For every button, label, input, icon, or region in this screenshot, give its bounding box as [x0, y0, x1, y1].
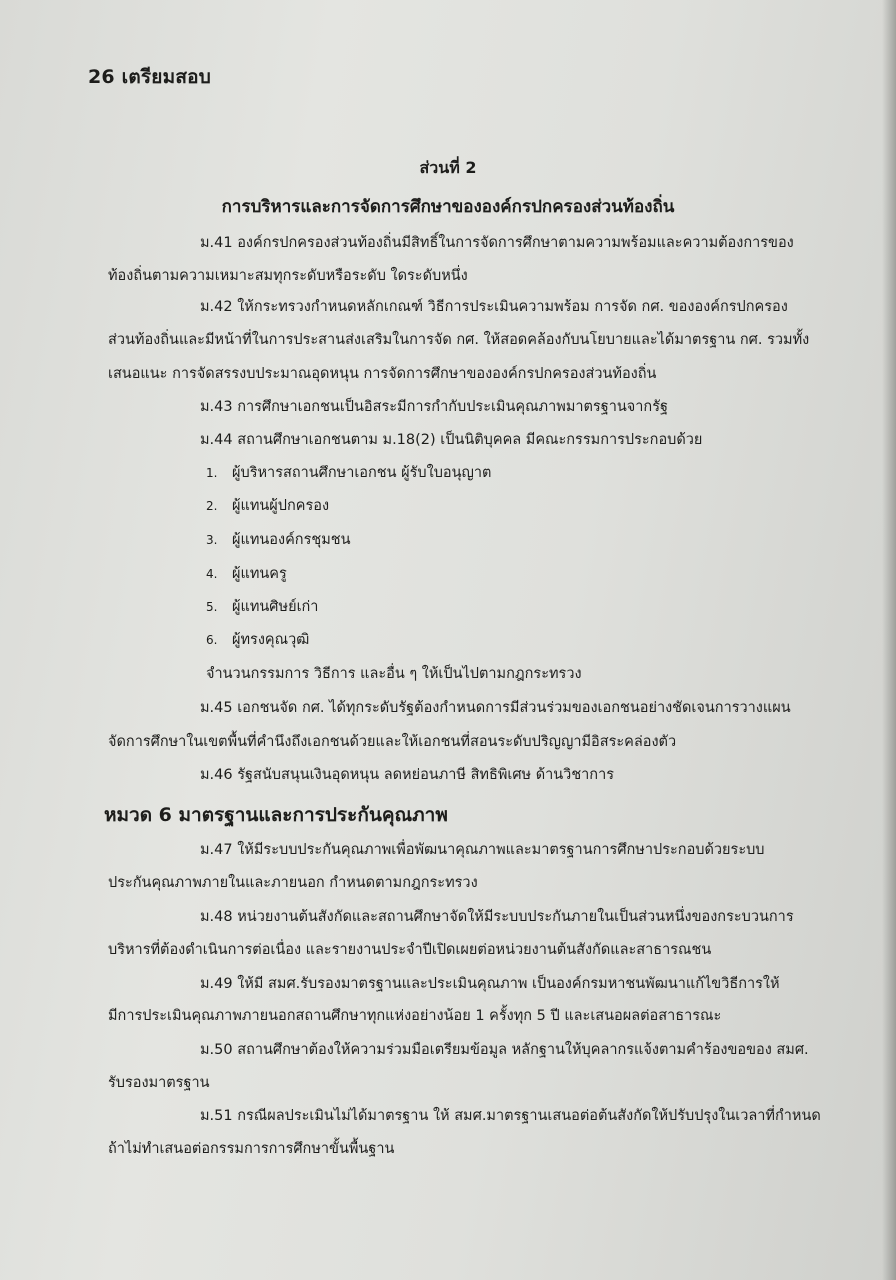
list-item: [206, 530, 351, 550]
list-item: [206, 463, 491, 483]
list-item-number: 2.: [206, 499, 218, 513]
page-number: 26: [88, 66, 115, 88]
list-item-number: 1.: [206, 466, 218, 480]
section-41-line-1: ม.41 องค์กรปกครองส่วนท้องถิ่นมีสิทธิ์ในการจัดการศึกษาตามความพร้อมและความต้องการของ: [200, 235, 794, 251]
section-42-line-2: ส่วนท้องถิ่นและมีหน้าที่ในการประสานส่งเสริมในการจัด กศ. ให้สอดคล้องกับนโยบายและได้มาตรฐาน กศ. รวมทั้ง: [108, 332, 810, 348]
list-item-number: 4.: [206, 567, 218, 581]
list-item: [206, 597, 318, 617]
section-48-line-2: บริหารที่ต้องดำเนินการต่อเนื่อง และรายงานประจำปีเปิดเผยต่อหน่วยงานต้นสังกัดและสาธารณชน: [108, 942, 712, 958]
section-45-line-1: ม.45 เอกชนจัด กศ. ได้ทุกระดับรัฐต้องกำหนดการมีส่วนร่วมของเอกชนอย่างชัดเจนการวางแผน: [200, 700, 791, 716]
list-item-text: ผู้แทนองค์กรชุมชน: [232, 532, 351, 548]
list-item-number: 5.: [206, 600, 218, 614]
section-41-line-2: ท้องถิ่นตามความเหมาะสมทุกระดับหรือระดับ ใดระดับหนึ่ง: [108, 268, 468, 284]
section-42-line-3: เสนอแนะ การจัดสรรงบประมาณอุดหนุน การจัดการศึกษาขององค์กรปกครองส่วนท้องถิ่น: [108, 366, 657, 382]
section-44: ม.44 สถานศึกษาเอกชนตาม ม.18(2) เป็นนิติบุคคล มีคณะกรรมการประกอบด้วย: [200, 432, 703, 448]
book-title: เตรียมสอบ: [121, 66, 212, 88]
section-50-line-2: รับรองมาตรฐาน: [108, 1075, 210, 1091]
list-item-number: 6.: [206, 633, 218, 647]
list-item-text: ผู้ทรงคุณวุฒิ: [232, 632, 310, 648]
section-50-line-1: ม.50 สถานศึกษาต้องให้ความร่วมมือเตรียมข้อมูล หลักฐานให้บุคลากรแจ้งตามคำร้องขอของ สมศ.: [200, 1042, 809, 1058]
section-49-line-1: ม.49 ให้มี สมศ.รับรองมาตรฐานและประเมินคุณภาพ เป็นองค์กรมหาชนพัฒนาแก้ไขวิธีการให้: [200, 976, 780, 992]
section-51-line-1: ม.51 กรณีผลประเมินไม่ได้มาตรฐาน ให้ สมศ.มาตรฐานเสนอต่อต้นสังกัดให้ปรับปรุงในเวลาที่กำหนด: [200, 1108, 821, 1124]
list-item-text: ผู้แทนศิษย์เก่า: [232, 599, 319, 615]
part-title: ส่วนที่ 2: [419, 158, 477, 177]
list-item: [206, 564, 287, 584]
section-44-footnote: จำนวนกรรมการ วิธีการ และอื่น ๆ ให้เป็นไปตามกฎกระทรวง: [206, 666, 582, 682]
section-51-line-2: ถ้าไม่ทำเสนอต่อกรรมการการศึกษาขั้นพื้นฐาน: [108, 1141, 395, 1157]
section-46: ม.46 รัฐสนับสนุนเงินอุดหนุน ลดหย่อนภาษี สิทธิพิเศษ ด้านวิชาการ: [200, 767, 615, 783]
section-45-line-2: จัดการศึกษาในเขตพื้นที่คำนึงถึงเอกชนด้วยและให้เอกชนที่สอนระดับปริญญามีอิสระคล่องตัว: [108, 734, 677, 750]
page-header: [88, 62, 211, 92]
list-item: [206, 496, 329, 516]
list-item-text: ผู้แทนผู้ปกครอง: [232, 498, 330, 514]
section-48-line-1: ม.48 หน่วยงานต้นสังกัดและสถานศึกษาจัดให้มีระบบประกันภายในเป็นส่วนหนึ่งของกระบวนการ: [200, 909, 794, 925]
list-item: [206, 630, 309, 650]
section-49-line-2: มีการประเมินคุณภาพภายนอกสถานศึกษาทุกแห่งอย่างน้อย 1 ครั้งทุก 5 ปี และเสนอผลต่อสาธารณะ: [108, 1008, 722, 1024]
page-edge-shadow: [882, 0, 896, 1280]
section-47-line-1: ม.47 ให้มีระบบประกันคุณภาพเพื่อพัฒนาคุณภาพและมาตรฐานการศึกษาประกอบด้วยระบบ: [200, 842, 765, 858]
list-item-number: 3.: [206, 533, 218, 547]
part-subtitle: การบริหารและการจัดการศึกษาขององค์กรปกครองส่วนท้องถิ่น: [221, 197, 675, 217]
section-42-line-1: ม.42 ให้กระทรวงกำหนดหลักเกณฑ์ วิธีการประเมินความพร้อม การจัด กศ. ขององค์กรปกครอง: [200, 299, 788, 315]
list-item-text: ผู้บริหารสถานศึกษาเอกชน ผู้รับใบอนุญาต: [232, 465, 492, 481]
section-43: ม.43 การศึกษาเอกชนเป็นอิสระมีการกำกับประเมินคุณภาพมาตรฐานจากรัฐ: [200, 399, 668, 415]
list-item-text: ผู้แทนครู: [232, 566, 287, 582]
section-47-line-2: ประกันคุณภาพภายในและภายนอก กำหนดตามกฎกระทรวง: [108, 875, 478, 891]
chapter-heading: หมวด 6 มาตรฐานและการประกันคุณภาพ: [104, 804, 448, 826]
